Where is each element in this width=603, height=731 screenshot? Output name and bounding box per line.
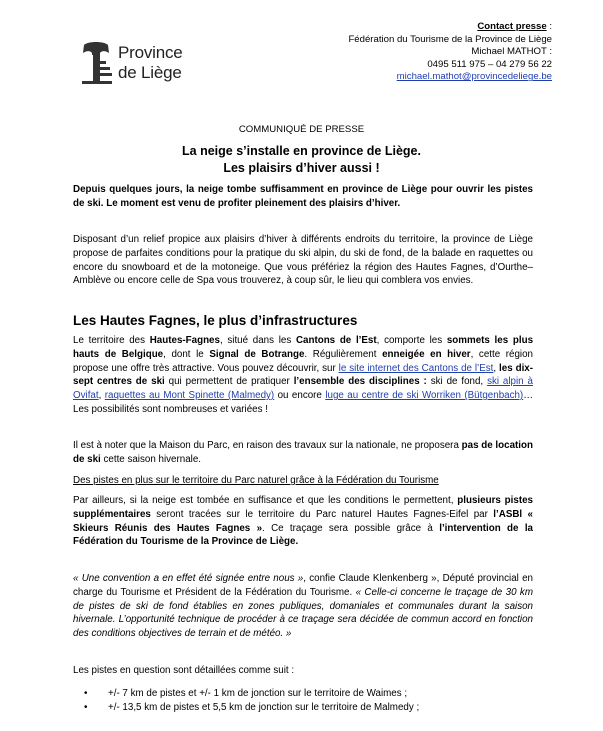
paragraph-relief: Disposant d’un relief propice aux plaisirs d’hiver à différents endroits du territoire, la province de Liège propose de parfaites conditions pour la pratique du ski alpin, du ski de fond, de la balade en raquettes ou encore du snowboard et de la motoneige. Que vous préfériez la région des Hautes Fagnes, d’Ourthe–Amblève ou encore celle de Spa vous trouverez, à coup sûr, le lieu qui comblera vos envies. xyxy=(73,234,533,287)
text-span: cette saison hivernale. xyxy=(100,453,201,465)
paragraph-maison-du-parc xyxy=(73,439,533,467)
subheading: Des pistes en plus sur le territoire du Parc naturel grâce à la Fédération du Tourisme xyxy=(73,475,439,486)
headline-line2: Les plaisirs d’hiver aussi ! xyxy=(223,161,380,175)
contact-phone: 0495 511 975 – 04 279 56 22 xyxy=(427,58,552,70)
contact-email-link[interactable]: michael.mathot@provincedeliege.be xyxy=(396,71,552,83)
paragraph-details-intro: Les pistes en question sont détaillées comme suit : xyxy=(73,665,295,676)
bold-span: sommets les plus hauts de Belgique xyxy=(73,335,534,360)
contact-org: Fédération du Tourisme de la Province de Liège xyxy=(348,33,552,45)
text-span: , situé dans les xyxy=(219,335,296,346)
section-title: Les Hautes Fagnes, le plus d’infrastructures xyxy=(73,313,358,328)
text-span: . Ce traçage sera possible grâce à xyxy=(262,522,440,534)
bold-span: enneigée en hiver xyxy=(382,348,471,360)
quote-span: « Une convention a en effet été signée entre nous » xyxy=(73,573,304,584)
contact-name: Michael MATHOT : xyxy=(471,46,552,58)
paragraph-hautes-fagnes xyxy=(73,334,533,417)
mont-spinette-link[interactable]: raquettes au Mont Spinette (Malmedy) xyxy=(104,390,275,402)
text-span: ski de fond, xyxy=(426,376,488,388)
text-span: Par ailleurs, si la neige est tombée en suffisance et que les conditions le permettent, xyxy=(73,495,458,506)
logo-line1: Province xyxy=(118,43,183,62)
bold-span: Cantons de l’Est xyxy=(295,335,377,346)
text-span: qui permettent de pratiquer xyxy=(164,376,294,388)
bold-span: l’ASBl « Skieurs Réunis des Hautes Fagnes » xyxy=(73,508,533,534)
headline xyxy=(0,143,603,177)
headline-line1: La neige s’installe en province de Liège. xyxy=(182,144,421,158)
list-item xyxy=(84,701,419,715)
list-item xyxy=(84,687,419,701)
bold-span: l’ensemble des disciplines : xyxy=(293,376,427,388)
press-label: COMMUNIQUÉ DE PRESSE xyxy=(238,124,365,135)
text-span: , dont le xyxy=(163,348,210,360)
paragraph-pistes xyxy=(73,494,533,549)
text-span: ou encore xyxy=(274,390,326,402)
press-contact: Contact presse : Fédération du Tourisme de la Province de Liège Michael MATHOT : 0495 511 975 – 04 279 56 22 michael.mathot@provincedeliege.be xyxy=(272,21,552,84)
bold-span: Hautes-Fagnes xyxy=(149,335,220,346)
text-span: , confie Claude Klenkenberg », Député provincial en charge du Tourisme et Président de la Fédération du Tourisme. xyxy=(73,573,533,598)
bold-span: pas de location de ski xyxy=(73,440,533,465)
list-item-text: +/- 13,5 km de pistes et 5,5 km de jonction sur le territoire de Malmedy ; xyxy=(108,702,420,713)
text-span: Il est à noter que la Maison du Parc, en raison des travaux sur la nationale, ne proposera xyxy=(73,440,462,451)
province-logo xyxy=(78,41,203,87)
contact-title: Contact presse xyxy=(477,21,547,32)
text-span: seront tracées sur le territoire du Parc naturel Hautes Fagnes-Eifel par xyxy=(150,508,494,520)
text-span: , comporte les xyxy=(376,335,447,346)
bold-span: l’intervention de la Fédération du Tourisme de la Province de Liège. xyxy=(73,522,533,548)
text-span: , cette région propose une offre très attractive. Vous pouvez découvrir, sur xyxy=(73,348,534,374)
text-span: … Les possibilités sont nombreuses et variées ! xyxy=(73,390,533,415)
text-span: , xyxy=(98,390,105,402)
bullet-icon: • xyxy=(84,688,88,699)
bold-span: plusieurs pistes supplémentaires xyxy=(73,495,533,520)
list-item-text: +/- 7 km de pistes et +/- 1 km de jonction sur le territoire de Waimes ; xyxy=(108,688,408,699)
worriken-link[interactable]: luge au centre de ski Worriken (Bütgenbach) xyxy=(325,390,524,402)
perron-icon xyxy=(78,41,114,85)
bullet-icon: • xyxy=(84,702,88,713)
paragraph-convention xyxy=(73,572,533,641)
text-span: , xyxy=(493,362,500,374)
quote-span: « Celle-ci concerne le traçage de 30 km de pistes de ski de fond établies en zones publiques, domaniales et communales durant la saison hivernale. L’opportunité technique de procéder à ce traçage sera décidée de commun accord en fonction des conditions objectives de terrain et de météo. » xyxy=(73,586,533,640)
text-span: Le territoire des xyxy=(73,335,150,346)
bold-span: Signal de Botrange xyxy=(209,348,305,360)
pistes-list xyxy=(84,687,419,715)
text-span: . Régulièrement xyxy=(304,348,383,360)
ovifat-link[interactable]: ski alpin à Ovifat xyxy=(73,376,533,402)
logo-line2: de Liège xyxy=(118,63,182,82)
cantons-site-link[interactable]: le site internet des Cantons de l’Est xyxy=(338,362,494,374)
intro-paragraph: Depuis quelques jours, la neige tombe suffisamment en province de Liège pour ouvrir les pistes de ski. Le moment est venu de profiter pleinement des plaisirs d’hiver. xyxy=(73,184,533,209)
bold-span: les dix-sept centres de ski xyxy=(73,362,533,388)
